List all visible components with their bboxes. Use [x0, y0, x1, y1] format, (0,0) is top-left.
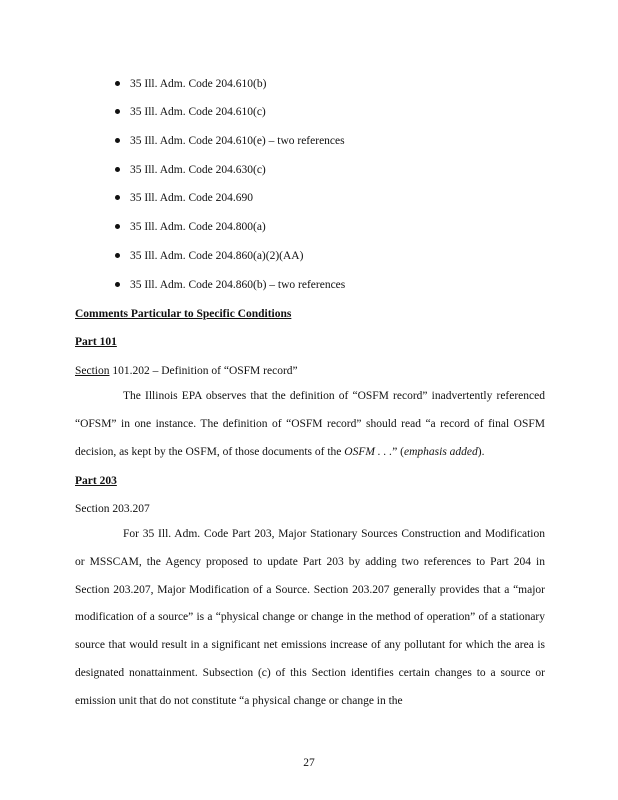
bullet-icon [115, 224, 120, 229]
bullet-icon [115, 282, 120, 287]
section-heading-comments: Comments Particular to Specific Conditions [75, 308, 292, 320]
list-item-text: 35 Ill. Adm. Code 204.610(c) [130, 106, 266, 118]
paragraph-text: For 35 Ill. Adm. Code Part 203, Major Stationary Sources Construction and Modification or MSSCAM, the Agency proposed to update Part 203 by adding two references to Part 204 in Section 203.207, Major Modification of a Source. Section 203.207 generally provides that a “major modification of a source” is a “physical change or change in the method of operation” of a stationary source that would result in a significant net emissions increase of any pollutant for which the area is designated nonattainment. Subsection (c) of this Section identifies certain changes to a source or emission unit that do not constitute “a physical change or change in the [75, 528, 545, 707]
list-item-text: 35 Ill. Adm. Code 204.610(b) [130, 78, 267, 90]
bullet-icon [115, 253, 120, 258]
list-item-text: 35 Ill. Adm. Code 204.860(b) – two references [130, 279, 346, 291]
list-item-text: 35 Ill. Adm. Code 204.800(a) [130, 221, 266, 233]
section-label: Section [75, 365, 110, 377]
section-heading-203-207: Section 203.207 [75, 503, 150, 515]
bullet-icon [115, 138, 120, 143]
list-item-text: 35 Ill. Adm. Code 204.860(a)(2)(AA) [130, 250, 304, 262]
paragraph-osfm-record [75, 383, 545, 466]
section-heading-101-202 [75, 363, 298, 379]
paragraph-italic-quote: OSFM . . . [344, 445, 393, 458]
page-number: 27 [303, 757, 315, 769]
part-heading-203: Part 203 [75, 475, 117, 487]
paragraph-text: The Illinois EPA observes that the definition of “OSFM record” inadvertently referenced “OFSM” in one instance. The definition of “OSFM record” should read “a record of final OSFM decision, as kept by the OSFM, of those documents of the [75, 390, 545, 458]
bullet-icon [115, 109, 120, 114]
list-item-text: 35 Ill. Adm. Code 204.630(c) [130, 164, 266, 176]
paragraph-msscam [75, 521, 545, 716]
bullet-icon [115, 195, 120, 200]
list-item-text: 35 Ill. Adm. Code 204.610(e) – two references [130, 135, 345, 147]
section-title: 101.202 – Definition of “OSFM record” [109, 365, 298, 377]
bullet-icon [115, 167, 120, 172]
part-heading-101: Part 101 [75, 336, 117, 348]
list-item-text: 35 Ill. Adm. Code 204.690 [130, 192, 253, 204]
bullet-icon [115, 81, 120, 86]
emphasis-note: emphasis added [404, 445, 478, 458]
paragraph-text-after: ” ( [392, 445, 404, 458]
paragraph-end: ). [477, 445, 485, 458]
